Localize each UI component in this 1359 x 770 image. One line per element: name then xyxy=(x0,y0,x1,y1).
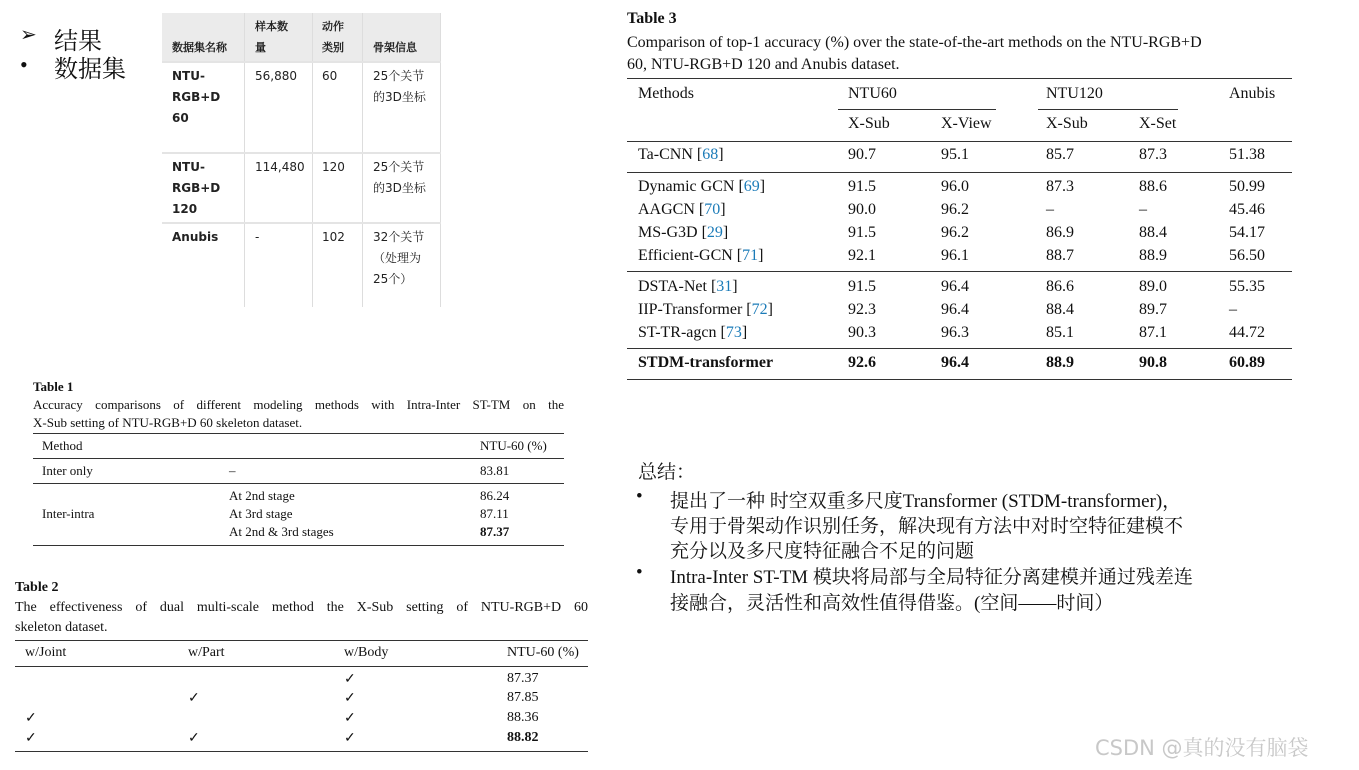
accuracy-value: 91.5 xyxy=(848,224,876,241)
header-xsub: X-Sub xyxy=(1046,115,1088,132)
accuracy-value: 96.0 xyxy=(941,178,969,195)
body-check: ✓ xyxy=(344,711,356,726)
method-name xyxy=(638,354,773,372)
method-name: AAGCN [70] xyxy=(638,201,726,218)
header-xsub: X-Sub xyxy=(848,115,890,132)
joint-check: ✓ xyxy=(25,711,37,726)
setting: At 3rd stage xyxy=(229,506,293,521)
accuracy: 83.81 xyxy=(480,463,510,478)
table3-caption: Comparison of top-1 accuracy (%) over the state-of-the-art methods on the NTU-RGB+D xyxy=(627,34,1202,51)
accuracy-value: 87.3 xyxy=(1139,146,1167,163)
header-accuracy: NTU-60 (%) xyxy=(507,645,579,660)
accuracy-value: 96.4 xyxy=(941,354,969,371)
method-label: STDM-transformer xyxy=(638,354,774,371)
accuracy-value: – xyxy=(1046,201,1054,218)
accuracy-value: 96.2 xyxy=(941,201,969,218)
accuracy-value: 92.3 xyxy=(848,301,876,318)
header-part: w/Part xyxy=(188,645,225,660)
method: Inter only xyxy=(42,463,93,478)
header-joint: w/Joint xyxy=(25,645,67,660)
watermark: CSDN @真的没有脑袋 xyxy=(1095,736,1309,760)
accuracy-value: 90.7 xyxy=(848,146,876,163)
summary-line: 专用于骨架动作识别任务，解决现有方法中对时空特征建模不 xyxy=(670,516,1184,537)
method-name: Efficient-GCN [71] xyxy=(638,247,764,264)
table2-caption: The effectiveness of dual multi-scale method the X-Sub setting of NTU-RGB+D 60 xyxy=(15,600,588,615)
accuracy-value: 90.3 xyxy=(848,324,876,341)
header-method: Method xyxy=(42,438,83,453)
accuracy: 88.36 xyxy=(507,710,539,725)
body-check: ✓ xyxy=(344,691,356,706)
accuracy-value: 92.6 xyxy=(848,354,876,371)
citation-link[interactable]: 73 xyxy=(725,324,742,341)
citation-link[interactable]: 70 xyxy=(704,201,721,218)
method-name: Dynamic GCN [69] xyxy=(638,178,766,195)
accuracy-value: 89.7 xyxy=(1139,301,1167,318)
header-methods: Methods xyxy=(638,85,694,102)
class-count: 102 xyxy=(322,230,345,244)
accuracy: 87.37 xyxy=(480,524,510,539)
accuracy-value: 96.4 xyxy=(941,278,969,295)
sample-count: - xyxy=(255,230,260,244)
table1-caption-2: X-Sub setting of NTU-RGB+D 60 skeleton dataset. xyxy=(33,415,303,430)
accuracy-value: 92.1 xyxy=(848,247,876,264)
accuracy-value: 96.2 xyxy=(941,224,969,241)
class-count: 60 xyxy=(322,69,338,83)
header-ntu60: NTU60 xyxy=(848,85,897,102)
accuracy-value: 51.38 xyxy=(1229,146,1265,163)
method-label: Dynamic GCN xyxy=(638,178,735,195)
arrow-bullet-icon: ➢ xyxy=(20,24,37,46)
heading-results: 结果 xyxy=(54,29,102,55)
citation-link[interactable]: 29 xyxy=(706,224,723,241)
sample-count: 56,880 xyxy=(255,69,297,83)
summary-line: 充分以及多尺度特征融合不足的问题 xyxy=(670,541,975,562)
summary-line: 接融合，灵活性和高效性值得借鉴。(空间——时间） xyxy=(670,593,1114,614)
method: Inter-intra xyxy=(42,506,95,521)
header-skeleton: 骨架信息 xyxy=(373,41,417,54)
accuracy-value: – xyxy=(1229,301,1237,318)
body-check: ✓ xyxy=(344,731,356,746)
skeleton-info: 25个关节 的3D坐标 xyxy=(373,69,426,104)
table1-title: Table 1 xyxy=(33,379,74,394)
method-name: IIP-Transformer [72] xyxy=(638,301,773,318)
citation-link[interactable]: 68 xyxy=(702,146,719,163)
table2-title: Table 2 xyxy=(15,580,59,595)
accuracy-value: 95.1 xyxy=(941,146,969,163)
class-count: 120 xyxy=(322,160,345,174)
accuracy-value: 50.99 xyxy=(1229,178,1265,195)
accuracy-value: 87.3 xyxy=(1046,178,1074,195)
accuracy: 87.37 xyxy=(507,671,539,686)
method-label: IIP-Transformer xyxy=(638,301,743,318)
citation-link[interactable]: 72 xyxy=(751,301,768,318)
accuracy: 88.82 xyxy=(507,730,539,745)
header-xset: X-Set xyxy=(1139,115,1177,132)
method-label: Ta-CNN xyxy=(638,146,693,163)
summary-line: Intra-Inter ST-TM 模块将局部与全局特征分离建模并通过残差连 xyxy=(670,567,1193,588)
accuracy-value: 96.3 xyxy=(941,324,969,341)
citation-link[interactable]: 31 xyxy=(716,278,733,295)
accuracy-value: 86.9 xyxy=(1046,224,1074,241)
method-label: MS-G3D xyxy=(638,224,698,241)
accuracy: 87.11 xyxy=(480,506,509,521)
method-name: ST-TR-agcn [73] xyxy=(638,324,748,341)
table2-caption-2: skeleton dataset. xyxy=(15,620,108,635)
bullet-icon: • xyxy=(20,52,28,77)
accuracy-value: 88.9 xyxy=(1139,247,1167,264)
accuracy-value: 88.7 xyxy=(1046,247,1074,264)
part-check: ✓ xyxy=(188,691,200,706)
header-body: w/Body xyxy=(344,645,389,660)
accuracy-value: 96.4 xyxy=(941,301,969,318)
bullet-icon: • xyxy=(636,562,643,583)
method-label: DSTA-Net xyxy=(638,278,707,295)
accuracy-value: 54.17 xyxy=(1229,224,1265,241)
table3-caption-2: 60, NTU-RGB+D 120 and Anubis dataset. xyxy=(627,56,900,73)
accuracy-value: 91.5 xyxy=(848,278,876,295)
header-samples: 样本数 量 xyxy=(255,20,288,54)
accuracy-value: 88.9 xyxy=(1046,354,1074,371)
accuracy-value: 86.6 xyxy=(1046,278,1074,295)
method-name: DSTA-Net [31] xyxy=(638,278,738,295)
skeleton-info: 25个关节 的3D坐标 xyxy=(373,160,426,195)
joint-check: ✓ xyxy=(25,731,37,746)
accuracy-value: 88.4 xyxy=(1139,224,1167,241)
accuracy-value: 88.6 xyxy=(1139,178,1167,195)
accuracy-value: 91.5 xyxy=(848,178,876,195)
accuracy-value: 90.8 xyxy=(1139,354,1167,371)
header-anubis: Anubis xyxy=(1229,85,1276,102)
method-name: Ta-CNN [68] xyxy=(638,146,724,163)
accuracy: 87.85 xyxy=(507,690,539,705)
accuracy-value: 56.50 xyxy=(1229,247,1265,264)
accuracy-value: 60.89 xyxy=(1229,354,1265,371)
accuracy-value: 45.46 xyxy=(1229,201,1265,218)
accuracy-value: 85.1 xyxy=(1046,324,1074,341)
setting: At 2nd stage xyxy=(229,488,295,503)
accuracy-value: 44.72 xyxy=(1229,324,1265,341)
sample-count: 114,480 xyxy=(255,160,305,174)
dataset-name: Anubis xyxy=(172,230,219,244)
method-name: MS-G3D [29] xyxy=(638,224,729,241)
setting: – xyxy=(229,463,236,478)
method-label: Efficient-GCN xyxy=(638,247,733,264)
method-label: ST-TR-agcn xyxy=(638,324,717,341)
summary-title: 总结： xyxy=(638,462,696,483)
accuracy: 86.24 xyxy=(480,488,510,503)
accuracy-value: 87.1 xyxy=(1139,324,1167,341)
dataset-table xyxy=(162,13,441,307)
accuracy-value: 89.0 xyxy=(1139,278,1167,295)
summary-line: 提出了一种 时空双重多尺度Transformer (STDM-transformer)， xyxy=(670,491,1182,512)
citation-link[interactable]: 71 xyxy=(742,247,759,264)
accuracy-value: 96.1 xyxy=(941,247,969,264)
dataset-name: NTU- RGB+D 120 xyxy=(172,160,221,216)
accuracy-value: 88.4 xyxy=(1046,301,1074,318)
bullet-icon: • xyxy=(636,486,643,507)
method-label: AAGCN xyxy=(638,201,695,218)
heading-datasets: 数据集 xyxy=(54,57,126,83)
dataset-name: NTU- RGB+D 60 xyxy=(172,69,221,125)
accuracy-value: 85.7 xyxy=(1046,146,1074,163)
accuracy-value: – xyxy=(1139,201,1147,218)
accuracy-value: 90.0 xyxy=(848,201,876,218)
citation-link[interactable]: 69 xyxy=(743,178,760,195)
part-check: ✓ xyxy=(188,731,200,746)
setting: At 2nd & 3rd stages xyxy=(229,524,334,539)
table3-title: Table 3 xyxy=(627,10,677,27)
skeleton-info: 32个关节 （处理为 25个） xyxy=(373,230,425,286)
table1-caption: Accuracy comparisons of different modeling methods with Intra-Inter ST-TM on the xyxy=(33,397,564,412)
header-name: 数据集名称 xyxy=(172,41,227,54)
body-check: ✓ xyxy=(344,672,356,687)
header-ntu120: NTU120 xyxy=(1046,85,1103,102)
header-accuracy: NTU-60 (%) xyxy=(480,438,547,453)
accuracy-value: 55.35 xyxy=(1229,278,1265,295)
header-classes: 动作 类别 xyxy=(322,20,344,54)
header-xview: X-View xyxy=(941,115,992,132)
